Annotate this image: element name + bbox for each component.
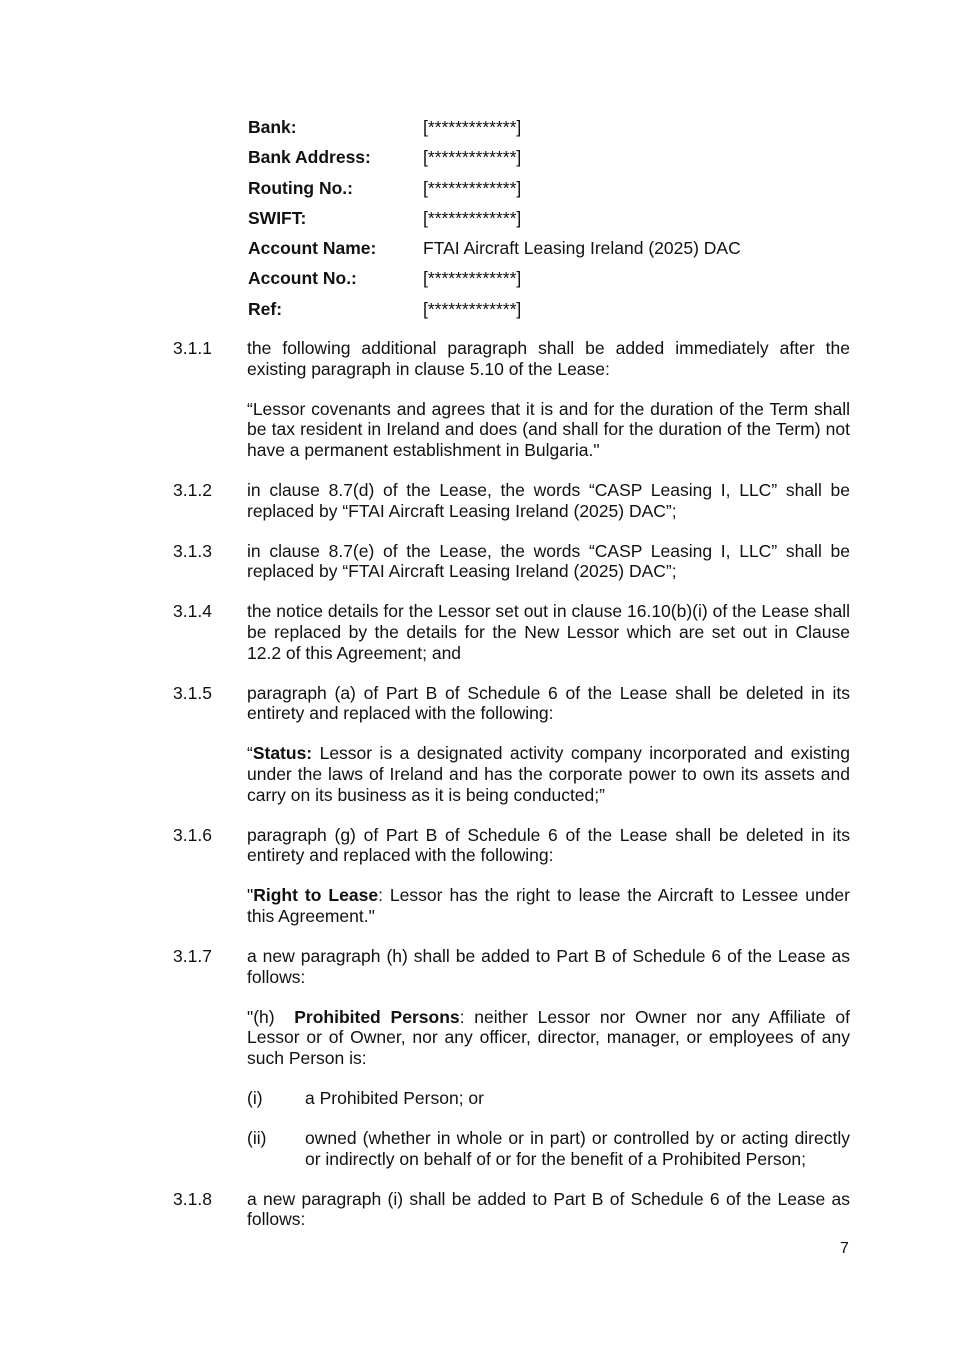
- quote-open: “: [247, 743, 253, 764]
- ref-label: Ref:: [248, 298, 283, 319]
- clause-quote: [247, 1007, 850, 1069]
- clause-3-1-3: [173, 541, 850, 582]
- quote-open: ": [247, 885, 254, 906]
- bank-address-label: Bank Address:: [248, 147, 371, 168]
- ref-value: [*************]: [423, 298, 522, 319]
- clause-quote: “Lessor covenants and agrees that it is and for the duration of the Term shall be tax resident in Ireland and does (and shall for the duration of the Term) not have a permanent establishment in Bulgaria.": [247, 398, 850, 460]
- clause-text: the following additional paragraph shall be added immediately after the existing paragraph in clause 5.10 of the Lease:: [247, 338, 850, 379]
- clause-number: 3.1.2: [173, 479, 212, 500]
- clause-3-1-5: [173, 683, 850, 805]
- quote-heading: Right to Lease: [253, 885, 379, 906]
- clause-number: 3.1.8: [173, 1188, 212, 1209]
- clause-text: in clause 8.7(d) of the Lease, the words “CASP Leasing I, LLC” shall be replaced by “FTAI Aircraft Leasing Ireland (2025) DAC”;: [247, 479, 850, 521]
- quote-body: : neither Lessor nor Owner nor any Affiliate of Lessor or of Owner, nor any officer, director, manager, or employees of any such Person is:: [247, 1006, 851, 1068]
- bank-value: [*************]: [423, 117, 522, 137]
- clause-3-1-1: [173, 338, 850, 460]
- sub-item: [247, 1128, 850, 1169]
- quote-body: Lessor is a designated activity company incorporated and existing under the laws of Ireland and has the corporate power to own its assets and carry on its business as it is being conducted;”: [247, 743, 850, 805]
- quote-open: "(h): [247, 1006, 295, 1027]
- clause-3-1-4: [173, 601, 850, 663]
- clause-number: 3.1.7: [173, 945, 212, 966]
- swift-label: SWIFT:: [248, 207, 307, 228]
- clause-text: in clause 8.7(e) of the Lease, the words “CASP Leasing I, LLC” shall be replaced by “FTAI Aircraft Leasing Ireland (2025) DAC”;: [247, 540, 850, 582]
- clause-quote: [247, 743, 850, 805]
- routing-value: [*************]: [423, 177, 522, 198]
- clause-text: paragraph (a) of Part B of Schedule 6 of the Lease shall be deleted in its entirety and replaced with the following:: [247, 682, 850, 724]
- clause-number: 3.1.3: [173, 540, 212, 561]
- swift-value: [*************]: [423, 207, 522, 228]
- clause-number: 3.1.4: [173, 601, 212, 622]
- sub-item-text: owned (whether in whole or in part) or controlled by or acting directly or indirectly on behalf of or for the benefit of a Prohibited Person;: [305, 1128, 850, 1169]
- sub-item: [247, 1088, 850, 1109]
- clause-3-1-7: [173, 946, 850, 1169]
- account-no-label: Account No.:: [248, 268, 357, 289]
- ref-row: [248, 297, 741, 327]
- clause-list: [173, 338, 850, 1249]
- bank-address-value: [*************]: [423, 147, 522, 168]
- clause-3-1-6: [173, 825, 850, 927]
- clause-3-1-2: [173, 480, 850, 521]
- quote-heading: Status:: [252, 743, 313, 764]
- clause-3-1-8: [173, 1189, 850, 1230]
- routing-label: Routing No.:: [248, 177, 353, 198]
- account-no-value: [*************]: [423, 268, 522, 289]
- account-name-value: FTAI Aircraft Leasing Ireland (2025) DAC: [423, 238, 741, 259]
- quote-heading: Prohibited Persons: [294, 1006, 460, 1027]
- clause-text: paragraph (g) of Part B of Schedule 6 of the Lease shall be deleted in its entirety and replaced with the following:: [247, 824, 850, 866]
- bank-details-table: [248, 115, 741, 327]
- account-name-label: Account Name:: [248, 238, 377, 259]
- account-no-row: [248, 266, 741, 296]
- sub-item-number: (ii): [247, 1128, 267, 1149]
- clause-text: a new paragraph (i) shall be added to Part B of Schedule 6 of the Lease as follows:: [247, 1188, 850, 1230]
- clause-text: a new paragraph (h) shall be added to Part B of Schedule 6 of the Lease as follows:: [247, 945, 850, 987]
- swift-row: [248, 206, 741, 236]
- bank-label: Bank:: [248, 117, 297, 137]
- clause-quote: [247, 885, 850, 926]
- bank-address-row: [248, 145, 741, 175]
- sub-item-text: a Prohibited Person; or: [305, 1087, 484, 1108]
- bank-row: [248, 115, 741, 145]
- clause-text: the notice details for the Lessor set out in clause 16.10(b)(i) of the Lease shall be replaced by the details for the New Lessor which are set out in Clause 12.2 of this Agreement; and: [247, 601, 850, 663]
- clause-number: 3.1.6: [173, 824, 212, 845]
- sub-item-number: (i): [247, 1087, 263, 1108]
- routing-row: [248, 176, 741, 206]
- clause-number: 3.1.1: [173, 338, 212, 358]
- page-number: 7: [840, 1240, 849, 1257]
- clause-number: 3.1.5: [173, 682, 212, 703]
- quote-body: : Lessor has the right to lease the Aircraft to Lessee under this Agreement.": [247, 885, 850, 926]
- account-name-row: [248, 236, 741, 266]
